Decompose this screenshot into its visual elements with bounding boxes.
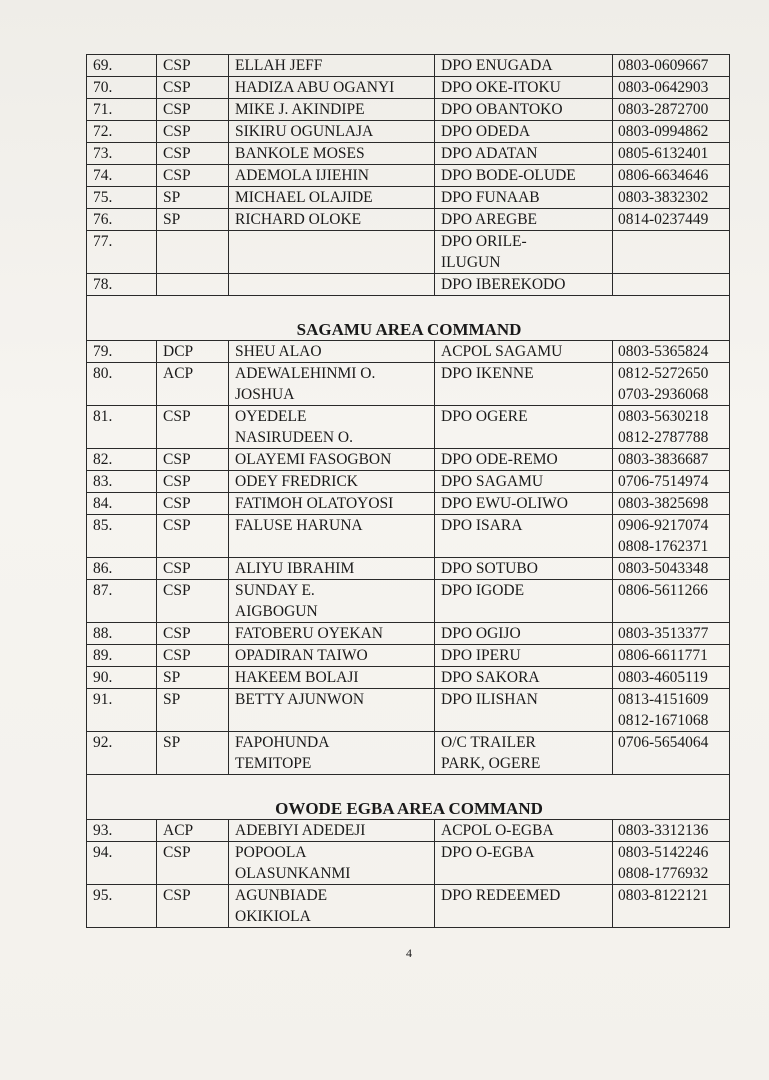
post-cell: DPO ADATAN [435, 143, 613, 165]
officer-name-cell: SUNDAY E. AIGBOGUN [229, 580, 435, 623]
phone-cell: 0706-5654064 [613, 732, 730, 775]
officer-name-cell: ADEMOLA IJIEHIN [229, 165, 435, 187]
phone-cell: 0803-2872700 [613, 99, 730, 121]
section-title: OWODE EGBA AREA COMMAND [87, 775, 730, 820]
table-row [87, 515, 730, 558]
post-cell: DPO SAKORA [435, 667, 613, 689]
rank-cell: DCP [157, 341, 229, 363]
table-row [87, 885, 730, 928]
rank-cell: CSP [157, 645, 229, 667]
row-number: 69. [87, 55, 157, 77]
post-cell: DPO ODE-REMO [435, 449, 613, 471]
section-header-row [87, 296, 730, 341]
row-number: 85. [87, 515, 157, 558]
table-row [87, 143, 730, 165]
rank-cell: CSP [157, 623, 229, 645]
rank-cell: CSP [157, 885, 229, 928]
table-row [87, 645, 730, 667]
post-cell: DPO OBANTOKO [435, 99, 613, 121]
row-number: 78. [87, 274, 157, 296]
officer-name-cell: FALUSE HARUNA [229, 515, 435, 558]
table-row [87, 471, 730, 493]
phone-cell [613, 274, 730, 296]
table-row [87, 209, 730, 231]
post-cell: ACPOL SAGAMU [435, 341, 613, 363]
post-cell: DPO FUNAAB [435, 187, 613, 209]
phone-cell: 0812-5272650 0703-2936068 [613, 363, 730, 406]
row-number: 95. [87, 885, 157, 928]
officer-name-cell [229, 274, 435, 296]
rank-cell: CSP [157, 121, 229, 143]
rank-cell: CSP [157, 449, 229, 471]
row-number: 70. [87, 77, 157, 99]
table-row [87, 623, 730, 645]
row-number: 73. [87, 143, 157, 165]
officer-name-cell: SHEU ALAO [229, 341, 435, 363]
post-cell: DPO SAGAMU [435, 471, 613, 493]
rank-cell: CSP [157, 143, 229, 165]
row-number: 81. [87, 406, 157, 449]
phone-cell: 0803-3825698 [613, 493, 730, 515]
officer-name-cell: BANKOLE MOSES [229, 143, 435, 165]
row-number: 93. [87, 820, 157, 842]
table-row [87, 99, 730, 121]
row-number: 83. [87, 471, 157, 493]
officer-name-cell: MIKE J. AKINDIPE [229, 99, 435, 121]
section-title: SAGAMU AREA COMMAND [87, 296, 730, 341]
row-number: 92. [87, 732, 157, 775]
post-cell: DPO IGODE [435, 580, 613, 623]
rank-cell: CSP [157, 406, 229, 449]
table-row [87, 406, 730, 449]
officer-name-cell: AGUNBIADE OKIKIOLA [229, 885, 435, 928]
rank-cell: ACP [157, 820, 229, 842]
officer-name-cell: FATOBERU OYEKAN [229, 623, 435, 645]
officer-name-cell: ADEBIYI ADEDEJI [229, 820, 435, 842]
phone-cell: 0805-6132401 [613, 143, 730, 165]
post-cell: DPO ORILE- ILUGUN [435, 231, 613, 274]
phone-cell: 0806-6611771 [613, 645, 730, 667]
officer-name-cell: SIKIRU OGUNLAJA [229, 121, 435, 143]
officer-name-cell: BETTY AJUNWON [229, 689, 435, 732]
post-cell: DPO IPERU [435, 645, 613, 667]
rank-cell: SP [157, 187, 229, 209]
row-number: 72. [87, 121, 157, 143]
phone-cell: 0813-4151609 0812-1671068 [613, 689, 730, 732]
officer-name-cell: FATIMOH OLATOYOSI [229, 493, 435, 515]
post-cell: DPO SOTUBO [435, 558, 613, 580]
table-row [87, 493, 730, 515]
table-row [87, 55, 730, 77]
phone-cell: 0803-0609667 [613, 55, 730, 77]
rank-cell: SP [157, 667, 229, 689]
row-number: 94. [87, 842, 157, 885]
rank-cell: CSP [157, 580, 229, 623]
table-row [87, 820, 730, 842]
row-number: 79. [87, 341, 157, 363]
rank-cell [157, 231, 229, 274]
phone-cell: 0814-0237449 [613, 209, 730, 231]
officer-name-cell: ADEWALEHINMI O. JOSHUA [229, 363, 435, 406]
post-cell: DPO ODEDA [435, 121, 613, 143]
post-cell: DPO IKENNE [435, 363, 613, 406]
officer-name-cell: ODEY FREDRICK [229, 471, 435, 493]
phone-cell: 0803-8122121 [613, 885, 730, 928]
officer-name-cell: MICHAEL OLAJIDE [229, 187, 435, 209]
rank-cell: CSP [157, 99, 229, 121]
row-number: 86. [87, 558, 157, 580]
rank-cell [157, 274, 229, 296]
row-number: 89. [87, 645, 157, 667]
post-cell: DPO ILISHAN [435, 689, 613, 732]
officer-name-cell: OYEDELE NASIRUDEEN O. [229, 406, 435, 449]
rank-cell: SP [157, 732, 229, 775]
officer-name-cell: ALIYU IBRAHIM [229, 558, 435, 580]
rank-cell: CSP [157, 558, 229, 580]
row-number: 76. [87, 209, 157, 231]
post-cell: DPO ISARA [435, 515, 613, 558]
post-cell: DPO REDEEMED [435, 885, 613, 928]
row-number: 84. [87, 493, 157, 515]
rank-cell: ACP [157, 363, 229, 406]
table-row [87, 77, 730, 99]
table-row [87, 165, 730, 187]
table-row [87, 341, 730, 363]
row-number: 71. [87, 99, 157, 121]
post-cell: DPO EWU-OLIWO [435, 493, 613, 515]
post-cell: O/C TRAILER PARK, OGERE [435, 732, 613, 775]
table-row [87, 732, 730, 775]
rank-cell: CSP [157, 842, 229, 885]
row-number: 80. [87, 363, 157, 406]
phone-cell: 0803-5630218 0812-2787788 [613, 406, 730, 449]
row-number: 90. [87, 667, 157, 689]
post-cell: DPO OGERE [435, 406, 613, 449]
table-row [87, 231, 730, 274]
phone-cell: 0803-3832302 [613, 187, 730, 209]
post-cell: DPO BODE-OLUDE [435, 165, 613, 187]
table-row [87, 121, 730, 143]
phone-cell: 0803-5043348 [613, 558, 730, 580]
rank-cell: CSP [157, 55, 229, 77]
post-cell: DPO IBEREKODO [435, 274, 613, 296]
phone-cell [613, 231, 730, 274]
officer-name-cell: ELLAH JEFF [229, 55, 435, 77]
phone-cell: 0906-9217074 0808-1762371 [613, 515, 730, 558]
officer-name-cell: RICHARD OLOKE [229, 209, 435, 231]
table-row [87, 580, 730, 623]
row-number: 74. [87, 165, 157, 187]
post-cell: DPO O-EGBA [435, 842, 613, 885]
phone-cell: 0806-6634646 [613, 165, 730, 187]
page-number: 4 [406, 946, 412, 960]
officers-table [86, 54, 730, 928]
phone-cell: 0803-5142246 0808-1776932 [613, 842, 730, 885]
rank-cell: CSP [157, 515, 229, 558]
rank-cell: CSP [157, 77, 229, 99]
row-number: 77. [87, 231, 157, 274]
phone-cell: 0803-0994862 [613, 121, 730, 143]
rank-cell: CSP [157, 493, 229, 515]
officer-name-cell: HAKEEM BOLAJI [229, 667, 435, 689]
post-cell: ACPOL O-EGBA [435, 820, 613, 842]
rank-cell: CSP [157, 471, 229, 493]
phone-cell: 0803-0642903 [613, 77, 730, 99]
row-number: 87. [87, 580, 157, 623]
phone-cell: 0803-3513377 [613, 623, 730, 645]
table-row [87, 187, 730, 209]
officer-name-cell: OLAYEMI FASOGBON [229, 449, 435, 471]
table-row [87, 363, 730, 406]
officer-name-cell: OPADIRAN TAIWO [229, 645, 435, 667]
phone-cell: 0706-7514974 [613, 471, 730, 493]
rank-cell: SP [157, 689, 229, 732]
post-cell: DPO ENUGADA [435, 55, 613, 77]
row-number: 75. [87, 187, 157, 209]
row-number: 91. [87, 689, 157, 732]
officer-name-cell: POPOOLA OLASUNKANMI [229, 842, 435, 885]
post-cell: DPO OGIJO [435, 623, 613, 645]
phone-cell: 0803-3312136 [613, 820, 730, 842]
table-row [87, 842, 730, 885]
table-row [87, 449, 730, 471]
post-cell: DPO OKE-ITOKU [435, 77, 613, 99]
officer-name-cell: FAPOHUNDA TEMITOPE [229, 732, 435, 775]
phone-cell: 0806-5611266 [613, 580, 730, 623]
officer-name-cell [229, 231, 435, 274]
table-row [87, 689, 730, 732]
post-cell: DPO AREGBE [435, 209, 613, 231]
rank-cell: SP [157, 209, 229, 231]
officer-name-cell: HADIZA ABU OGANYI [229, 77, 435, 99]
phone-cell: 0803-5365824 [613, 341, 730, 363]
table-row [87, 274, 730, 296]
phone-cell: 0803-3836687 [613, 449, 730, 471]
phone-cell: 0803-4605119 [613, 667, 730, 689]
row-number: 88. [87, 623, 157, 645]
table-row [87, 558, 730, 580]
row-number: 82. [87, 449, 157, 471]
table-row [87, 667, 730, 689]
rank-cell: CSP [157, 165, 229, 187]
section-header-row [87, 775, 730, 820]
